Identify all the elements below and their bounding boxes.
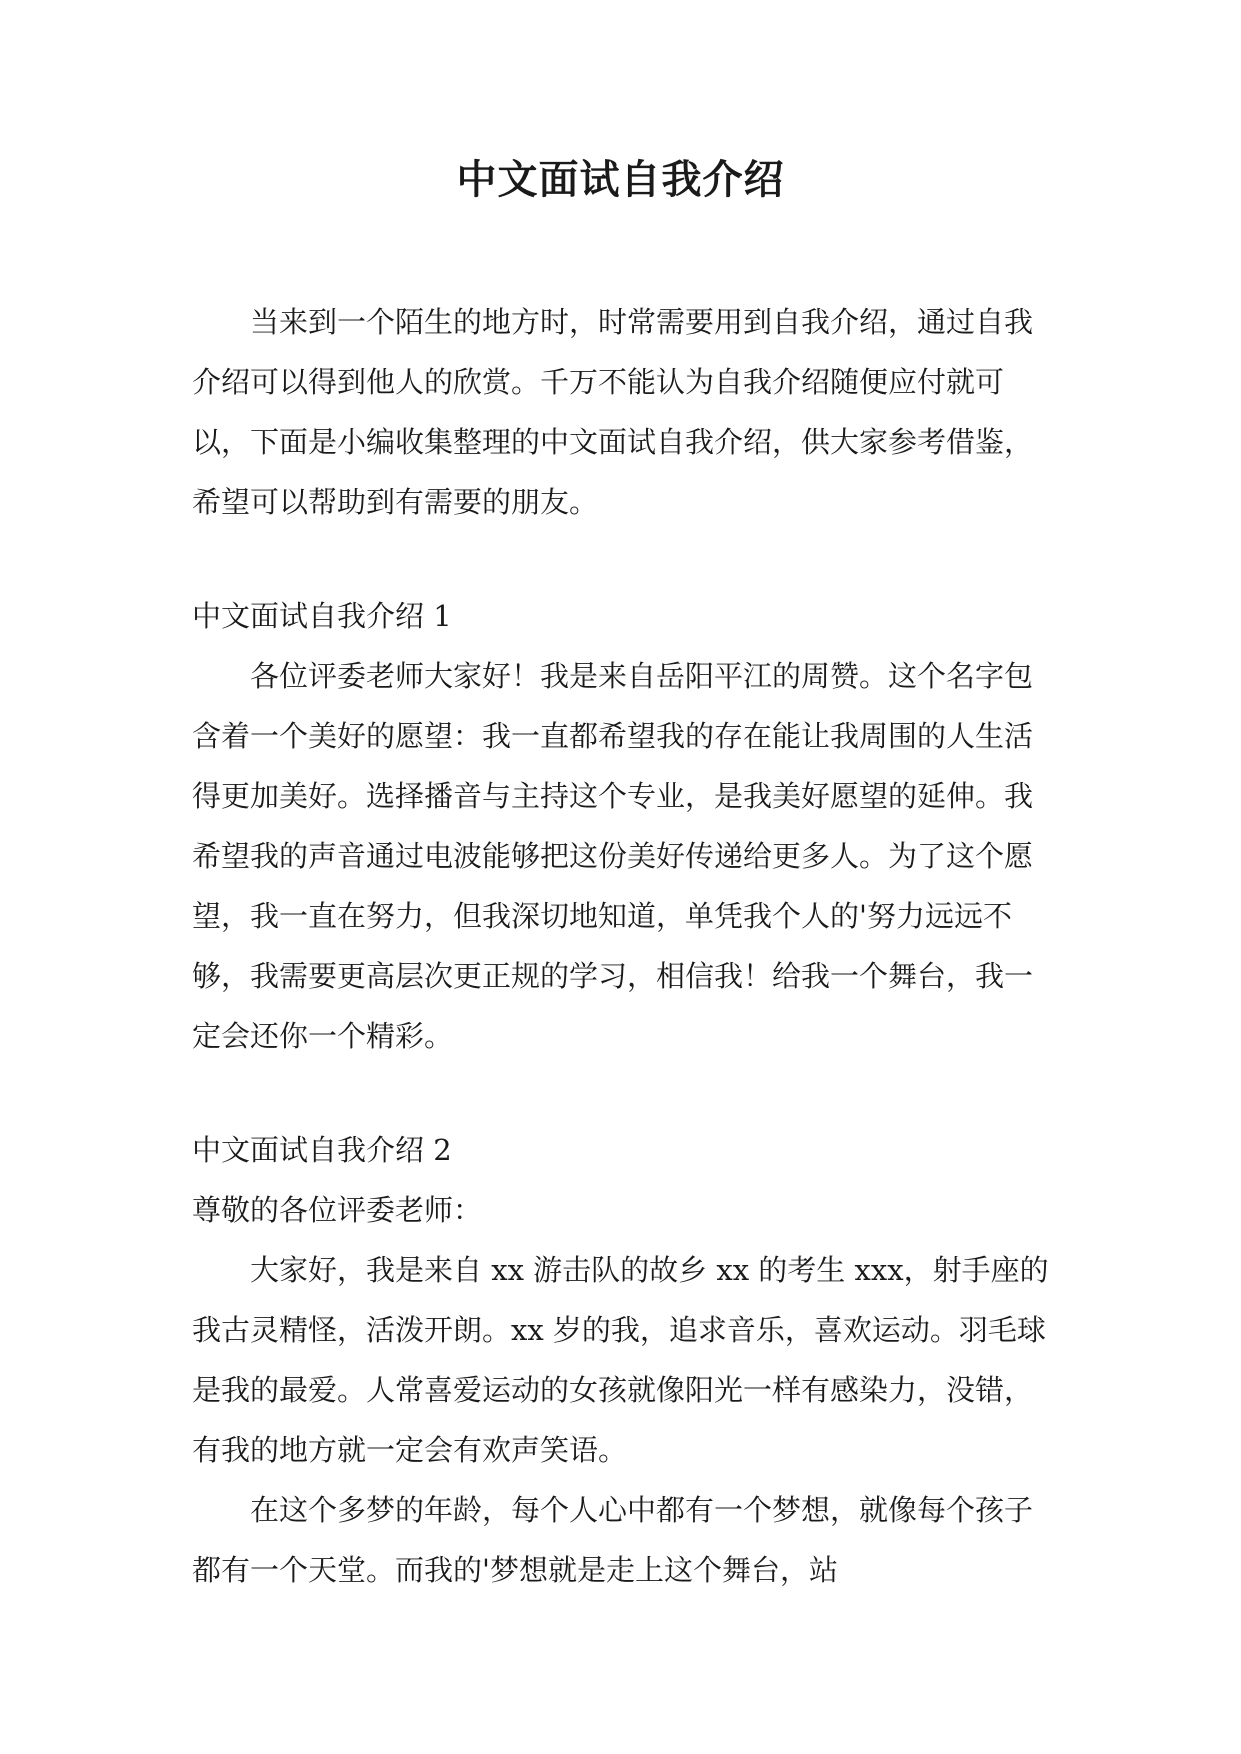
document-body xyxy=(192,292,1052,1600)
intro-paragraph: 当来到一个陌生的地方时，时常需要用到自我介绍，通过自我介绍可以得到他人的欣赏。千万不能认为自我介绍随便应付就可以，下面是小编收集整理的中文面试自我介绍，供大家参考借鉴，希望可以帮助到有需要的朋友。 xyxy=(192,305,1034,519)
section-2-paragraph-1: 大家好，我是来自 xx 游击队的故乡 xx 的考生 xxx，射手座的我古灵精怪，活泼开朗。xx 岁的我，追求音乐，喜欢运动。羽毛球是我的最爱。人常喜爱运动的女孩就像阳光一样有感染力，没错，有我的地方就一定会有欢声笑语。 xyxy=(192,1253,1049,1467)
section-2-paragraph-2: 在这个多梦的年龄，每个人心中都有一个梦想，就像每个孩子都有一个天堂。而我的'梦想就是走上这个舞台，站 xyxy=(192,1493,1034,1587)
section-2-greeting: 尊敬的各位评委老师： xyxy=(192,1193,483,1227)
section-heading-1: 中文面试自我介绍 1 xyxy=(192,599,452,633)
document-title: 中文面试自我介绍 xyxy=(456,157,785,203)
section-1-paragraph-1: 各位评委老师大家好！我是来自岳阳平江的周赞。这个名字包含着一个美好的愿望：我一直都希望我的存在能让我周围的人生活得更加美好。选择播音与主持这个专业，是我美好愿望的延伸。我希望我的声音通过电波能够把这份美好传递给更多人。为了这个愿望，我一直在努力，但我深切地知道，单凭我个人的'努力远远不够，我需要更高层次更正规的学习，相信我！给我一个舞台，我一定会还你一个精彩。 xyxy=(192,659,1034,1053)
section-heading-2: 中文面试自我介绍 2 xyxy=(192,1133,452,1167)
